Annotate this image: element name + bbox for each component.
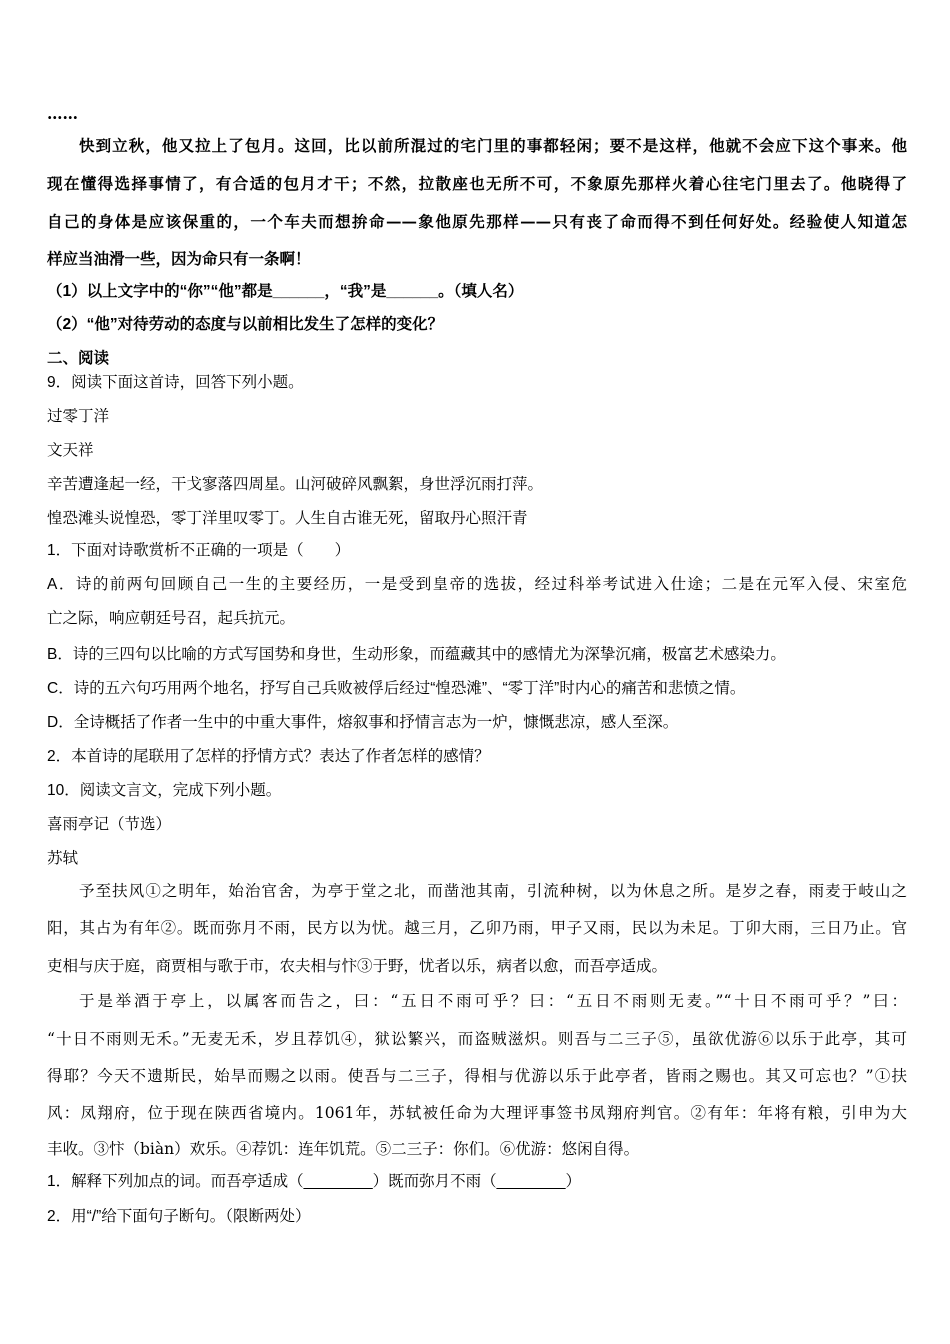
poem-line-2: 惶恐滩头说惶恐，零丁洋里叹零丁。人生自古谁无死，留取丹心照汗青 [47,509,528,527]
option-b: B．诗的三四句以比喻的方式写国势和身世，生动形象，而蕴藏其中的感情尤为深挚沉痛，极富艺术感染力。 [47,646,786,663]
prose-line-6: 得耶？今天不遗斯民，始旱而赐之以雨。使吾与二三子，得相与优游以乐于此亭者，皆雨之赐也。其又可忘也？”①扶 [47,1067,907,1085]
prose-line-3: 吏相与庆于庭，商贾相与歌于市，农夫相与忭③于野，忧者以乐，病者以愈，而吾亭适成。 [47,957,668,975]
q9-intro: 9．阅读下面这首诗，回答下列小题。 [47,374,304,391]
excerpt-line-2: 现在懂得选择事情了，有合适的包月才干；不然，拉散座也无所不可，不象原先那样火着心往宅门里去了。他晓得了 [47,174,907,193]
prose-title: 喜雨亭记（节选） [47,815,172,833]
section-heading: 二、阅读 [47,350,110,367]
q9-sub1: 1．下面对诗歌赏析不正确的一项是（ ） [47,542,351,559]
option-a-line-1: A．诗的前两句回顾自己一生的主要经历，一是受到皇帝的选拔，经过科举考试进入仕途；二是在元军入侵、宋室危 [47,576,907,593]
excerpt-line-4: 样应当油滑一些，因为命只有一条啊！ [47,249,311,268]
option-a-line-2: 亡之际，响应朝廷号召，起兵抗元。 [47,610,296,627]
excerpt-line-3: 自己的身体是应该保重的，一个车夫而想拚命——象他原先那样——只有丧了命而得不到任何好处。经验使人知道怎 [47,212,907,231]
prose-line-2: 阳，其占为有年②。既而弥月不雨，民方以为忧。越三月，乙卯乃雨，甲子又雨，民以为未足。丁卯大雨，三日乃止。官 [47,919,907,937]
question-1: （1）以上文字中的“你”“他”都是______，“我”是______。（填人名） [47,283,524,300]
excerpt-line-1: 快到立秋，他又拉上了包月。这回，比以前所混过的宅门里的事都轻闲；要不是这样，他就不会应下这个事来。他 [79,136,907,155]
q10-intro: 10．阅读文言文，完成下列小题。 [47,782,282,799]
poem-title: 过零丁洋 [47,407,110,425]
poem-line-1: 辛苦遭逢起一经，干戈寥落四周星。山河破碎风飘絮，身世浮沉雨打萍。 [47,475,544,493]
q10-sub2: 2．用“/”给下面句子断句。（限断两处） [47,1208,311,1225]
question-2: （2）“他”对待劳动的态度与以前相比发生了怎样的变化？ [47,316,444,333]
q10-sub1: 1．解释下列加点的词。而吾亭适成（________）既而弥月不雨（________） [47,1173,582,1190]
prose-line-5: “十日不雨则无禾。”无麦无禾，岁且荐饥④，狱讼繁兴，而盗贼滋炽。则吾与二三子⑤，虽欲优游⑥以乐于此亭，其可 [47,1030,907,1048]
prose-line-8: 丰收。③忭（biàn）欢乐。④荐饥：连年饥荒。⑤二三子：你们。⑥优游：悠闲自得。 [47,1140,640,1158]
prose-author: 苏轼 [47,849,79,867]
poem-author: 文天祥 [47,441,94,459]
prose-line-7: 风：凤翔府，位于现在陕西省境内。1061年，苏轼被任命为大理评事签书凤翔府判官。②有年：年将有粮，引申为大 [47,1104,907,1122]
option-d: D．全诗概括了作者一生中的中重大事件，熔叙事和抒情言志为一炉，慷慨悲凉，感人至深。 [47,714,679,731]
option-c: C．诗的五六句巧用两个地名，抒写自己兵败被俘后经过“惶恐滩”、“零丁洋”时内心的痛苦和悲愤之情。 [47,680,746,697]
q9-sub2: 2．本首诗的尾联用了怎样的抒情方式？表达了作者怎样的感情？ [47,748,490,765]
prose-line-1: 予至扶风①之明年，始治官舍，为亭于堂之北，而凿池其南，引流种树，以为休息之所。是岁之春，雨麦于岐山之 [79,882,907,900]
ellipsis: …… [47,104,78,123]
prose-line-4: 于是举酒于亭上，以属客而告之，曰：“五日不雨可乎？曰：“五日不雨则无麦。”“十日不雨可乎？”曰： [79,992,907,1010]
